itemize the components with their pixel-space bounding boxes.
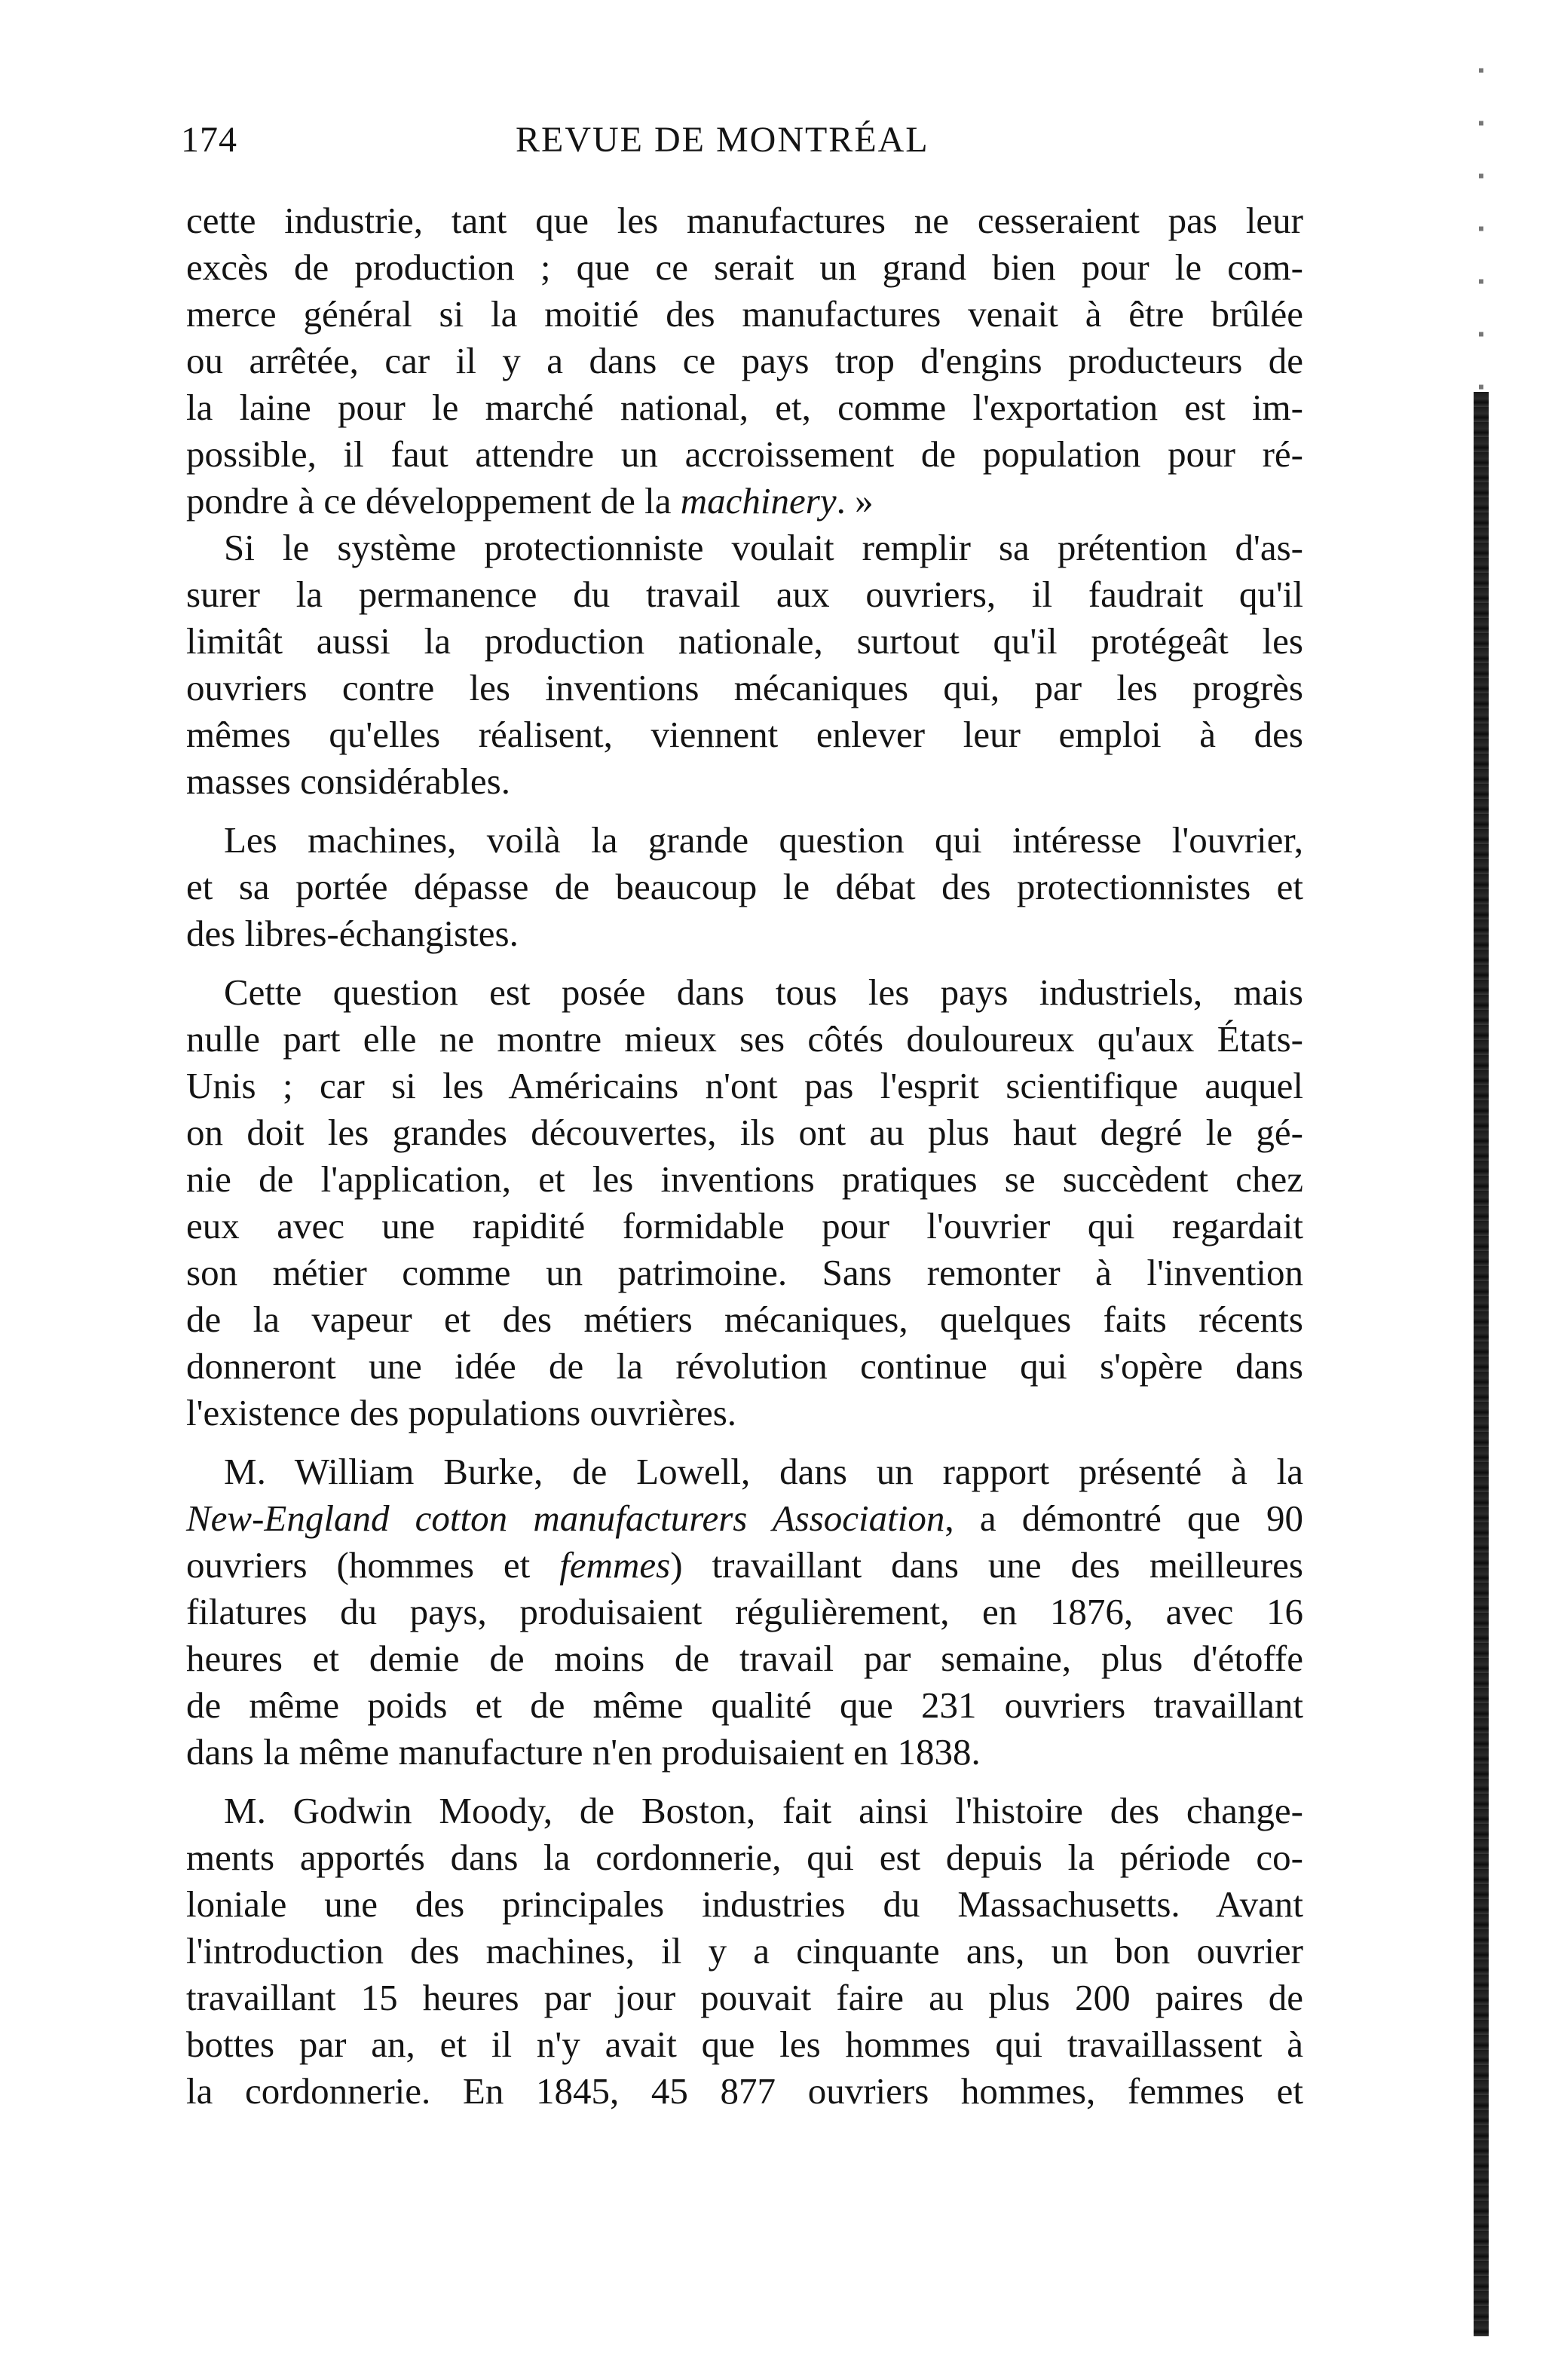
text-segment: , a démontré que 90 — [944, 1497, 1303, 1539]
text-line: l'introduction des machines, il y a cinquante ans, un bon ouvrier — [186, 1930, 1303, 1972]
paragraph-gap — [186, 1436, 1303, 1448]
text-line: masses considérables. — [186, 760, 510, 802]
italic-term: machinery — [680, 480, 837, 522]
paragraph-gap — [186, 805, 1303, 817]
text-line: heures et demie de moins de travail par semaine, plus d'étoffe — [186, 1638, 1303, 1679]
text-line-italic — [186, 1542, 1303, 1589]
text-segment: . » — [836, 480, 874, 522]
text-line: on doit les grandes découvertes, ils ont au plus haut degré le gé- — [186, 1112, 1303, 1153]
text-line: des libres-échangistes. — [186, 913, 519, 954]
text-line: merce général si la moitié des manufactures venait à être brûlée — [186, 293, 1303, 335]
text-line: cette industrie, tant que les manufactures ne cesseraient pas leur — [186, 200, 1303, 241]
text-line: M. Godwin Moody, de Boston, fait ainsi l'histoire des change- — [224, 1790, 1303, 1831]
text-line: Si le système protectionniste voulait remplir sa prétention d'as- — [224, 527, 1303, 568]
text-line: possible, il faut attendre un accroissement de population pour ré- — [186, 433, 1303, 475]
italic-term: New-England cotton manufacturers Association — [186, 1497, 945, 1539]
text-line: donneront une idée de la révolution continue qui s'opère dans — [186, 1345, 1303, 1387]
text-line: la cordonnerie. En 1845, 45 877 ouvriers hommes, femmes et — [186, 2070, 1303, 2112]
text-line: Cette question est posée dans tous les pays industriels, mais — [224, 971, 1303, 1013]
paragraph-gap — [186, 1776, 1303, 1788]
running-title: REVUE DE MONTRÉAL — [516, 120, 929, 160]
text-line: la laine pour le marché national, et, comme l'exportation est im- — [186, 387, 1303, 428]
text-line: et sa portée dépasse de beaucoup le débat des protectionnistes et — [186, 866, 1303, 907]
italic-term: femmes — [559, 1544, 671, 1586]
text-line: dans la même manufacture n'en produisaient en 1838. — [186, 1731, 981, 1773]
page-header — [181, 119, 1312, 179]
paragraph-gap — [186, 957, 1303, 969]
text-line-italic-end — [186, 478, 1303, 525]
text-line: ouvriers contre les inventions mécaniques qui, par les progrès — [186, 667, 1303, 708]
text-line: mêmes qu'elles réalisent, viennent enlever leur emploi à des — [186, 714, 1303, 755]
text-line: nulle part elle ne montre mieux ses côtés douloureux qu'aux États- — [186, 1018, 1303, 1060]
text-line: M. William Burke, de Lowell, dans un rapport présenté à la — [224, 1451, 1303, 1492]
text-line: eux avec une rapidité formidable pour l'ouvrier qui regardait — [186, 1205, 1303, 1247]
text-line: de même poids et de même qualité que 231 ouvriers travaillant — [186, 1684, 1303, 1726]
text-line: filatures du pays, produisaient régulièrement, en 1876, avec 16 — [186, 1591, 1303, 1632]
binding-edge-top — [1479, 45, 1483, 392]
body-text — [186, 197, 1303, 2115]
text-line: de la vapeur et des métiers mécaniques, quelques faits récents — [186, 1299, 1303, 1340]
text-line: son métier comme un patrimoine. Sans remonter à l'invention — [186, 1252, 1303, 1293]
text-line: Unis ; car si les Américains n'ont pas l'esprit scientifique auquel — [186, 1065, 1303, 1106]
text-line: bottes par an, et il n'y avait que les hommes qui travaillassent à — [186, 2024, 1303, 2065]
page-number: 174 — [181, 120, 237, 160]
text-line: ments apportés dans la cordonnerie, qui est depuis la période co- — [186, 1837, 1303, 1878]
binding-edge — [1474, 392, 1489, 2336]
text-segment: pondre à ce développement de la — [186, 480, 681, 522]
text-line: nie de l'application, et les inventions pratiques se succèdent chez — [186, 1158, 1303, 1200]
text-line: travaillant 15 heures par jour pouvait faire au plus 200 paires de — [186, 1977, 1303, 2018]
text-segment: ouvriers (hommes et — [186, 1544, 560, 1586]
text-line: limitât aussi la production nationale, surtout qu'il protégeât les — [186, 620, 1303, 662]
text-segment: ) travaillant dans une des meilleures — [670, 1544, 1303, 1586]
text-line: excès de production ; que ce serait un grand bien pour le com- — [186, 246, 1303, 288]
text-line: loniale une des principales industries du Massachusetts. Avant — [186, 1883, 1303, 1925]
text-line: ou arrêtée, car il y a dans ce pays trop d'engins producteurs de — [186, 340, 1303, 381]
text-line: Les machines, voilà la grande question qui intéresse l'ouvrier, — [224, 819, 1303, 861]
text-line: l'existence des populations ouvrières. — [186, 1392, 737, 1433]
text-line-italic — [186, 1495, 1303, 1542]
text-line: surer la permanence du travail aux ouvriers, il faudrait qu'il — [186, 574, 1303, 615]
